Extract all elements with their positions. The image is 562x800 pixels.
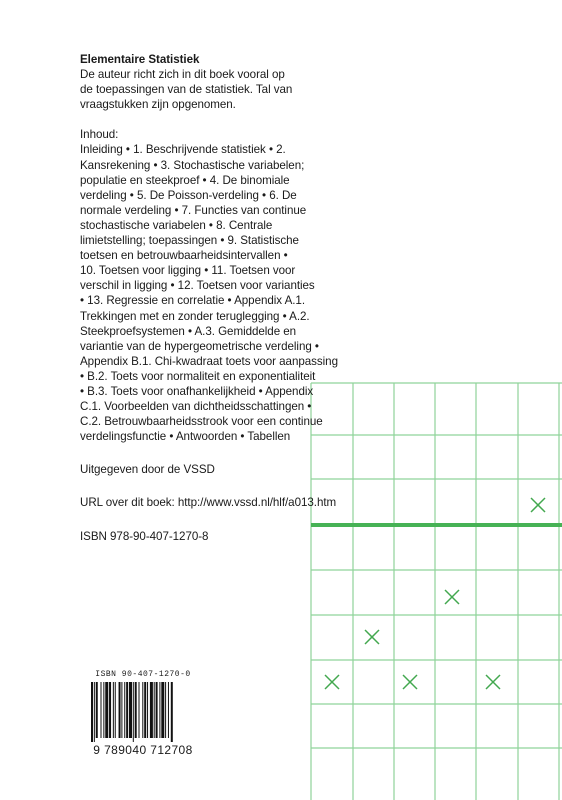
book-title: Elementaire Statistiek — [80, 53, 200, 66]
description-line: vraagstukken zijn opgenomen. — [80, 98, 236, 112]
barcode-bar — [115, 682, 116, 738]
barcode-bar — [144, 682, 146, 738]
barcode-bar — [135, 682, 137, 738]
description-line: De auteur richt zich in dit boek vooral op — [80, 68, 285, 82]
barcode-bar — [133, 682, 134, 742]
barcode-bar — [124, 682, 125, 738]
barcode-bar — [159, 682, 160, 738]
contents-line: verschil in ligging • 12. Toetsen voor varianties — [80, 279, 315, 293]
contents-line: C.2. Betrouwbaarheidsstrook voor een continue — [80, 415, 323, 429]
contents-line: Inleiding • 1. Beschrijvende statistiek • 2. — [80, 143, 286, 157]
contents-line: verdeling • 5. De Poisson-verdeling • 6. De — [80, 188, 297, 202]
url-line: URL over dit boek: http://www.vssd.nl/hlf/a013.htm — [80, 496, 337, 510]
barcode-bar — [142, 682, 143, 738]
barcode-bar — [171, 682, 173, 742]
barcode-bar — [96, 682, 98, 738]
barcode-bar — [121, 682, 122, 738]
publisher-line: Uitgegeven door de VSSD — [80, 463, 215, 477]
barcode-isbn-text: ISBN 90-407-1270-0 — [95, 670, 191, 679]
barcode-bar — [119, 682, 121, 738]
contents-line: 10. Toetsen voor ligging • 11. Toetsen voor — [80, 264, 296, 278]
barcode-bar — [91, 682, 93, 742]
barcode-bar — [109, 682, 111, 738]
contents-line: Trekkingen met en zonder teruglegging • A.2. — [80, 309, 310, 323]
barcode-bar — [154, 682, 155, 738]
barcode-bar — [168, 682, 169, 738]
contents-line: normale verdeling • 7. Functies van continue — [80, 203, 307, 217]
barcode-bar — [105, 682, 108, 738]
contents-line: • 13. Regressie en correlatie • Appendix A.1. — [80, 294, 305, 308]
contents-line: stochastische variabelen • 8. Centrale — [80, 218, 273, 232]
contents-line: C.1. Voorbeelden van dichtheidsschattingen • — [80, 400, 312, 414]
back-cover-text — [80, 52, 380, 544]
contents-line: limietstelling; toepassingen • 9. Statistische — [80, 234, 299, 248]
barcode-bar — [147, 682, 148, 738]
barcode-bar — [139, 682, 140, 738]
contents-line: variantie van de hypergeometrische verdeling • — [80, 339, 319, 353]
contents-heading: Inhoud: — [80, 128, 119, 142]
barcode-bar — [126, 682, 128, 738]
barcode-bar — [129, 682, 132, 738]
description-line: de toepassingen van de statistiek. Tal van — [80, 83, 293, 97]
isbn-line: ISBN 978-90-407-1270-8 — [80, 529, 209, 543]
barcode-number: 9 789040 712708 — [93, 743, 193, 757]
barcode-bar — [156, 682, 158, 738]
contents-line: populatie en steekproef • 4. De binomiale — [80, 173, 290, 187]
barcode-bars — [87, 682, 199, 742]
contents-line: • B.3. Toets voor onafhankelijkheid • Appendix — [80, 384, 314, 398]
contents-line: • B.2. Toets voor normaliteit en exponentialiteit — [80, 369, 316, 383]
barcode-bar — [150, 682, 153, 738]
barcode-bar — [101, 682, 102, 738]
contents-line: Steekproefsystemen • A.3. Gemiddelde en — [80, 324, 297, 338]
contents-line: verdelingsfunctie • Antwoorden • Tabellen — [80, 430, 291, 444]
barcode-bar — [161, 682, 164, 738]
contents-line: toetsen en betrouwbaarheidsintervallen • — [80, 249, 288, 263]
barcode-bar — [165, 682, 166, 738]
contents-line: Kansrekening • 3. Stochastische variabelen; — [80, 158, 305, 172]
barcode-bar — [113, 682, 114, 738]
barcode-bar — [103, 682, 104, 738]
contents-line: Appendix B.1. Chi-kwadraat toets voor aanpassing — [80, 354, 338, 368]
barcode — [87, 670, 199, 766]
barcode-bar — [94, 682, 95, 742]
